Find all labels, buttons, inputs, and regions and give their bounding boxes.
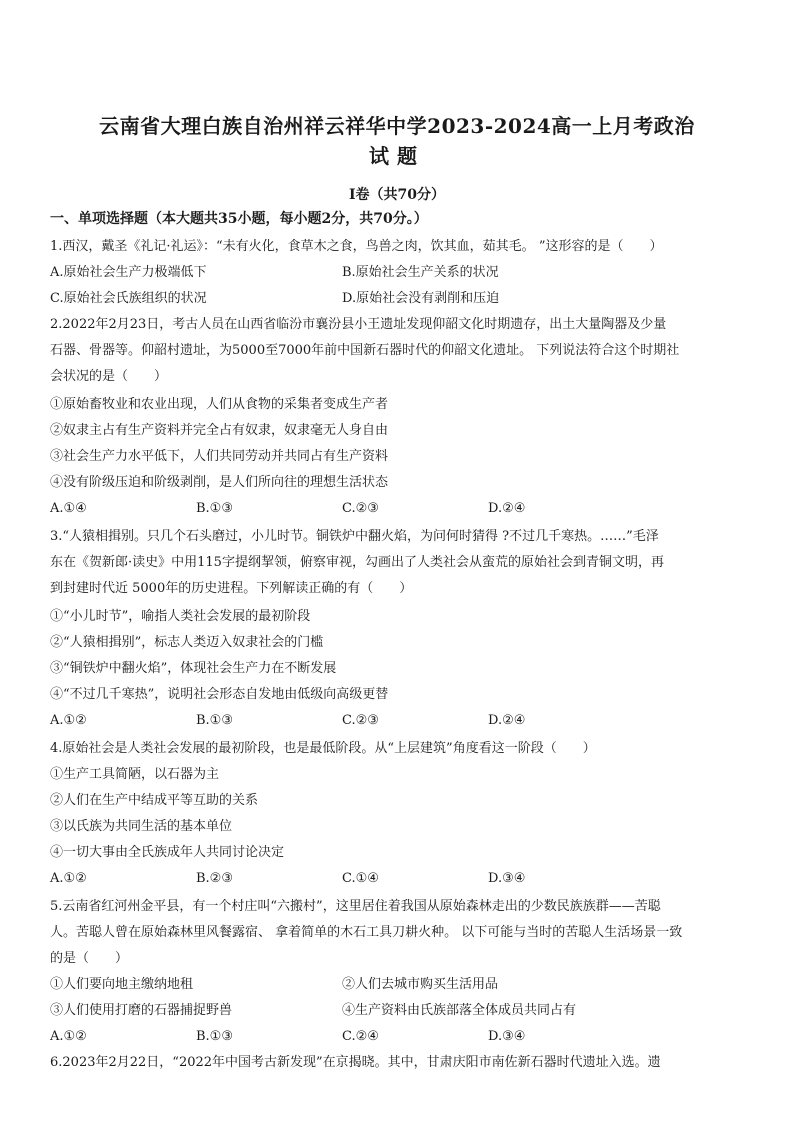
q3-statement-3: ③“铜铁炉中翻火焰”，体现社会生产力在不断发展 xyxy=(50,661,337,676)
part-heading: 一、单项选择题（本大题共35小题，每小题2分，共70分。） xyxy=(50,211,428,227)
q4-option-a: A.①② xyxy=(50,871,87,886)
question-5-stem-line3: 的是（ ） xyxy=(50,951,129,966)
section-header: I卷（共70分） xyxy=(348,187,446,203)
q5-option-d: D.③④ xyxy=(488,1029,526,1044)
q3-option-c: C.②③ xyxy=(342,713,379,728)
q2-option-c: C.②③ xyxy=(342,501,379,516)
q5-statement-1: ①人们要向地主缴纳地租 xyxy=(50,977,194,992)
q4-statement-4: ④一切大事由全氏族成年人共同讨论决定 xyxy=(50,845,285,860)
q1-option-c: C.原始社会氏族组织的状况 xyxy=(50,291,207,306)
question-6-stem-line1: 6.2023年2月22日，“2022年中国考古新发现”在京揭晓。其中，甘肃庆阳市南佐新石器时代遗址入选。遗 xyxy=(50,1055,661,1070)
q3-option-b: B.①③ xyxy=(196,713,233,728)
question-2-stem-line2: 石器、骨器等。仰韶村遗址，为5000至7000年前中国新石器时代的仰韶文化遗址。 下列说法符合这个时期社 xyxy=(50,343,680,358)
q5-statement-2: ②人们去城市购买生活用品 xyxy=(342,977,499,992)
q3-option-d: D.②④ xyxy=(488,713,526,728)
question-4-stem: 4.原始社会是人类社会发展的最初阶段，也是最低阶段。从“上层建筑”角度看这一阶段（ ） xyxy=(50,741,596,756)
q2-option-b: B.①③ xyxy=(196,501,233,516)
q5-option-a: A.①② xyxy=(50,1029,87,1044)
q3-statement-4: ④“不过几千寒热”，说明社会形态自发地由低级向高级更替 xyxy=(50,687,389,702)
q3-option-a: A.①② xyxy=(50,713,87,728)
question-1-stem: 1.西汉，戴圣《礼记·礼运》：“未有火化，食草木之食，鸟兽之肉，饮其血，茹其毛。 ”这形容的是（ ） xyxy=(50,239,663,254)
q5-option-b: B.①③ xyxy=(196,1029,233,1044)
q4-option-c: C.①④ xyxy=(342,871,379,886)
question-3-stem-line1: 3.“人猿相揖别。只几个石头磨过，小儿时节。铜铁炉中翻火焰，为问何时猜得 ?不过几千寒热。……”毛泽 xyxy=(50,529,659,544)
question-3-stem-line2: 东在《贺新郎·读史》中用115字提纲挈领，俯察审视，勾画出了人类社会从蛮荒的原始社会到青铜文明，再 xyxy=(50,555,664,570)
q4-statement-2: ②人们在生产中结成平等互助的关系 xyxy=(50,793,259,808)
q2-statement-1: ①原始畜牧业和农业出现，人们从食物的采集者变成生产者 xyxy=(50,397,389,412)
question-5-stem-line1: 5.云南省红河州金平县，有一个村庄叫“六搬村”，这里居住着我国从原始森林走出的少数民族族群——苦聪 xyxy=(50,899,661,914)
q5-option-c: C.②④ xyxy=(342,1029,379,1044)
q4-statement-3: ③以氏族为共同生活的基本单位 xyxy=(50,819,233,834)
q5-statement-3: ③人们使用打磨的石器捕捉野兽 xyxy=(50,1003,233,1018)
q4-option-d: D.③④ xyxy=(488,871,526,886)
q2-statement-4: ④没有阶级压迫和阶级剥削，是人们所向往的理想生活状态 xyxy=(50,475,389,490)
question-2-stem-line3: 会状况的是（ ） xyxy=(50,369,168,384)
q4-option-b: B.②③ xyxy=(196,871,233,886)
q1-option-d: D.原始社会没有剥削和压迫 xyxy=(342,291,500,306)
q2-statement-3: ③社会生产力水平低下，人们共同劳动并共同占有生产资料 xyxy=(50,449,389,464)
q4-statement-1: ①生产工具简陋，以石器为主 xyxy=(50,767,220,782)
q5-statement-4: ④生产资料由氏族部落全体成员共同占有 xyxy=(342,1003,577,1018)
q3-statement-1: ①“小儿时节”，喻指人类社会发展的最初阶段 xyxy=(50,609,311,624)
q2-option-a: A.①④ xyxy=(50,501,87,516)
q2-statement-2: ②奴隶主占有生产资料并完全占有奴隶，奴隶毫无人身自由 xyxy=(50,423,389,438)
q1-option-b: B.原始社会生产关系的状况 xyxy=(342,265,499,280)
q1-option-a: A.原始社会生产力极端低下 xyxy=(50,265,207,280)
question-2-stem-line1: 2.2022年2月23日，考古人员在山西省临汾市襄汾县小王遗址发现仰韶文化时期遗存，出土大量陶器及少量 xyxy=(50,317,667,332)
question-3-stem-line3: 到封建时代近 5000年的历史进程。下列解读正确的有（ ） xyxy=(50,581,413,596)
question-5-stem-line2: 人。苦聪人曾在原始森林里风餐露宿、 拿着简单的木石工具刀耕火种。 以下可能与当时的苦聪人生活场景一致 xyxy=(50,925,683,940)
q3-statement-2: ②“人猿相揖别”，标志人类迈入奴隶社会的门槛 xyxy=(50,635,324,650)
q2-option-d: D.②④ xyxy=(488,501,526,516)
exam-title-line2: 试题 xyxy=(369,144,425,168)
exam-title-line1: 云南省大理白族自治州祥云祥华中学2023-2024高一上月考政治 xyxy=(99,114,695,138)
